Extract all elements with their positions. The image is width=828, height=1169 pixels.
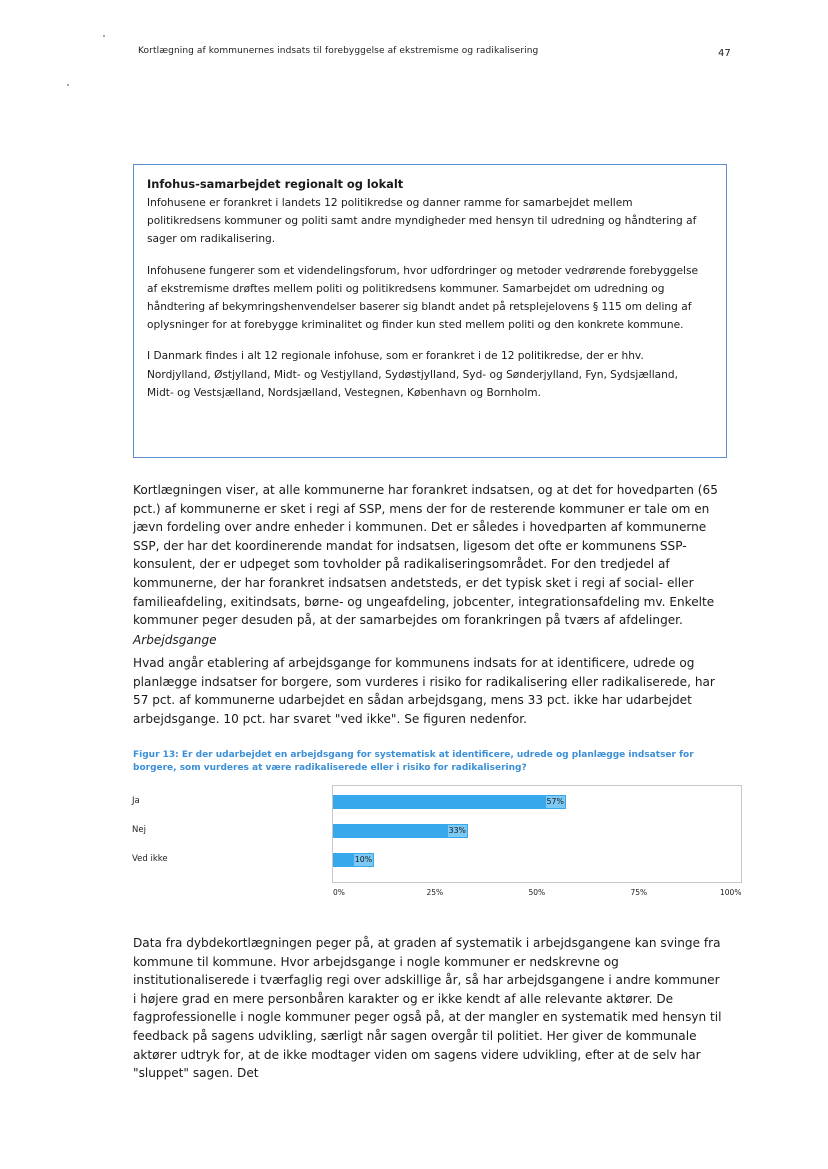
- body-paragraph: Hvad angår etablering af arbejdsgange for kommunens indsats for at identificere, udrede og planlægge indsatser for borgere, som vurderes i risiko for radikalisering eller radikaliserede, har 57 pct. af kommunerne udarbejdet en sådan arbejdsgang, mens 33 pct. ikke har udarbejdet arbejdsgange. 10 pct. har svaret "ved ikke". Se figuren nedenfor.: [133, 656, 715, 726]
- infobox-paragraph: Infohusene er forankret i landets 12 politikredse og danner ramme for samarbejdet mellem politikredsens kommuner og politi samt andre myndigheder med hensyn til udredning og håndtering af sager om radikalisering.: [147, 197, 697, 246]
- running-header: Kortlægning af kommunernes indsats til forebyggelse af ekstremisme og radikalisering: [138, 46, 539, 56]
- body-paragraph: Data fra dybdekortlægningen peger på, at graden af systematik i arbejdsgangene kan svinge fra kommune til kommune. Hvor arbejdsgange i nogle kommuner er nedskrevne og institutionaliserede i tværfaglig regi over adskillige år, så har arbejdsgangene i andre kommuner i højere grad en mere personbåren karakter og er ikke kendt af alle relevante aktører. De fagprofessionelle i nogle kommuner peger også på, at der mangler en systematik med hensyn til feedback på sagens udvikling, særligt når sagen overgår til politiet. Her giver de kommunale aktører udtryk for, at de ikke modtager viden om sagens videre udvikling, efter at de selv har "sluppet" sagen. Det: [133, 936, 722, 1081]
- x-tick-label: 50%: [528, 888, 546, 897]
- body-paragraph: Kortlægningen viser, at alle kommunerne har forankret indsatsen, og at det for hovedparten (65 pct.) af kommunerne er sket i regi af SSP, mens der for de resterende kommuner er tale om en jævn fordeling over andre enheder i kommunen. Det er således i hovedparten af kommunerne SSP, der har det koordinerende mandat for indsatsen, ligesom det ofte er kommunens SSP-konsulent, der er udpeget som tovholder på radikaliseringsområdet. For den tredjedel af kommunerne, der har forankret indsatsen andetsteds, er det typisk sket i regi af social- eller familieafdeling, exitindsats, børne- og ungeafdeling, jobcenter, integrationsafdeling mv. Enkelte kommuner peger desuden på, at der samarbejdes om forankringen på tværs af afdelinger.: [133, 483, 718, 628]
- bar-chart: [130, 782, 750, 906]
- x-tick-label: 100%: [720, 888, 742, 897]
- category-label: Ved ikke: [132, 854, 168, 864]
- x-tick-label: 25%: [426, 888, 444, 897]
- bar: [333, 795, 566, 809]
- bar-value-label: 57%: [546, 797, 564, 806]
- category-label: Nej: [132, 825, 146, 835]
- scan-speck: [103, 35, 105, 37]
- figure-caption: Figur 13: Er der udarbejdet en arbejdsgang for systematisk at identificere, udrede og planlægge indsatser for borgere, som vurderes at være radikaliserede eller i risiko for radikalisering?: [133, 750, 694, 773]
- page-number: 47: [718, 48, 731, 59]
- infobox: [133, 164, 727, 458]
- infobox-paragraph: I Danmark findes i alt 12 regionale infohuse, som er forankret i de 12 politikredse, der er hhv. Nordjylland, Østjylland, Midt- og Vestjylland, Sydøstjylland, Syd- og Sønderjylland, Fyn, Sydsjælland, Midt- og Vestsjælland, Nordsjælland, Vestegnen, København og Bornholm.: [147, 350, 678, 399]
- infobox-title: Infohus-samarbejdet regionalt og lokalt: [147, 177, 404, 191]
- bar-value-label: 33%: [448, 826, 466, 835]
- category-label: Ja: [132, 796, 140, 806]
- bar-value-label: 10%: [354, 855, 373, 864]
- section-heading: Arbejdsgange: [133, 633, 217, 647]
- scan-speck: [67, 84, 69, 86]
- x-tick-label: 0%: [333, 888, 345, 897]
- x-tick-label: 75%: [630, 888, 648, 897]
- infobox-paragraph: Infohusene fungerer som et videndelingsforum, hvor udfordringer og metoder vedrørende forebyggelse af ekstremisme drøftes mellem politi og politikredsens kommuner. Samarbejdet om udredning og håndtering af bekymringshenvendelser baserer sig blandt andet på retsplejelovens § 115 om deling af oplysninger for at forebygge kriminalitet og finder kun sted mellem politi og den konkrete kommune.: [147, 264, 699, 332]
